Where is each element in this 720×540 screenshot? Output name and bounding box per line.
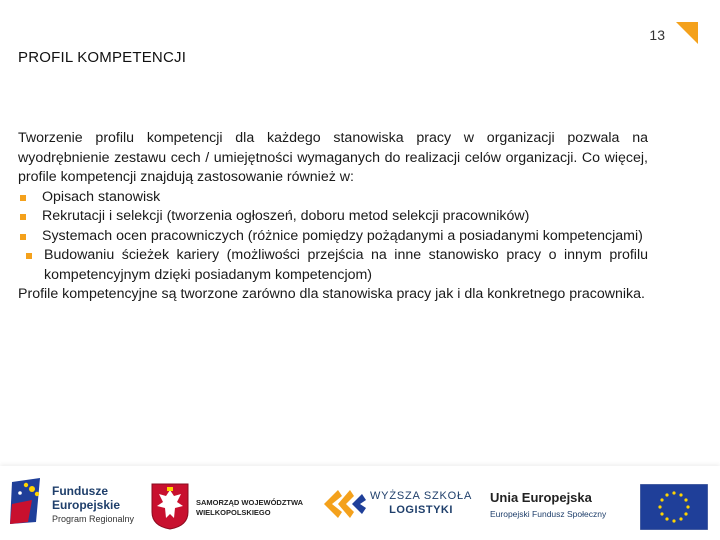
fundusze-line1: Fundusze <box>52 484 108 498</box>
wsl-line2: LOGISTYKI <box>389 504 453 516</box>
samorzad-line2: WIELKOPOLSKIEGO <box>196 508 271 517</box>
wsl-logo-icon <box>324 486 366 522</box>
footer-logo-bar <box>0 466 720 540</box>
list-item <box>18 188 648 208</box>
fundusze-line3: Program Regionalny <box>52 514 135 524</box>
eagle-crest-icon <box>150 482 190 530</box>
corner-triangle-icon <box>676 22 698 44</box>
eu-logo-text <box>490 490 606 519</box>
eu-line2: Europejski Fundusz Społeczny <box>490 509 607 519</box>
content-body <box>18 129 648 305</box>
wsl-line1: WYŻSZA SZKOŁA <box>370 490 473 502</box>
intro-paragraph: Tworzenie profilu kompetencji dla każdego stanowiska pracy w organizacji pozwala na wyodrębnienie zestawu cech / umiejętności wymaganych do realizacji celów organizacji. Co więcej, profile kompetencji znajdują zastosowanie również w: <box>18 130 648 185</box>
bullet-list <box>18 188 648 286</box>
square-bullet-icon <box>20 214 26 220</box>
list-item-text: Systemach ocen pracowniczych (różnice pomiędzy pożądanymi a posiadanymi kompetencjami) <box>42 227 643 244</box>
list-item <box>18 207 648 227</box>
fundusze-logo-text <box>52 484 134 526</box>
list-item-text: Budowaniu ścieżek kariery (możliwości przejścia na inne stanowisko pracy o innym profilu kompetencyjnym dzięki posiadanym kompetencjom) <box>44 247 648 283</box>
eu-line1: Unia Europejska <box>490 490 592 505</box>
eu-flag-icon <box>640 484 708 530</box>
list-item-text: Rekrutacji i selekcji (tworzenia ogłoszeń, doboru metod selekcji pracowników) <box>42 208 530 224</box>
fundusze-line2: Europejskie <box>52 498 121 512</box>
samorzad-logo-text <box>196 498 303 518</box>
slide-number: 13 <box>649 27 665 43</box>
wsl-logo-text <box>370 490 472 516</box>
page-title: PROFIL KOMPETENCJI <box>18 49 187 66</box>
closing-paragraph: Profile kompetencyjne są tworzone zarówno dla stanowiska pracy jak i dla konkretnego pracownika. <box>18 286 645 302</box>
square-bullet-icon <box>20 195 26 201</box>
square-bullet-icon <box>26 253 32 259</box>
square-bullet-icon <box>20 234 26 240</box>
fundusze-europejskie-flag-icon <box>10 478 44 526</box>
list-item-text: Opisach stanowisk <box>42 188 161 205</box>
list-item <box>18 246 648 285</box>
list-item <box>18 227 648 247</box>
samorzad-line1: SAMORZĄD WOJEWÓDZTWA <box>196 498 304 507</box>
